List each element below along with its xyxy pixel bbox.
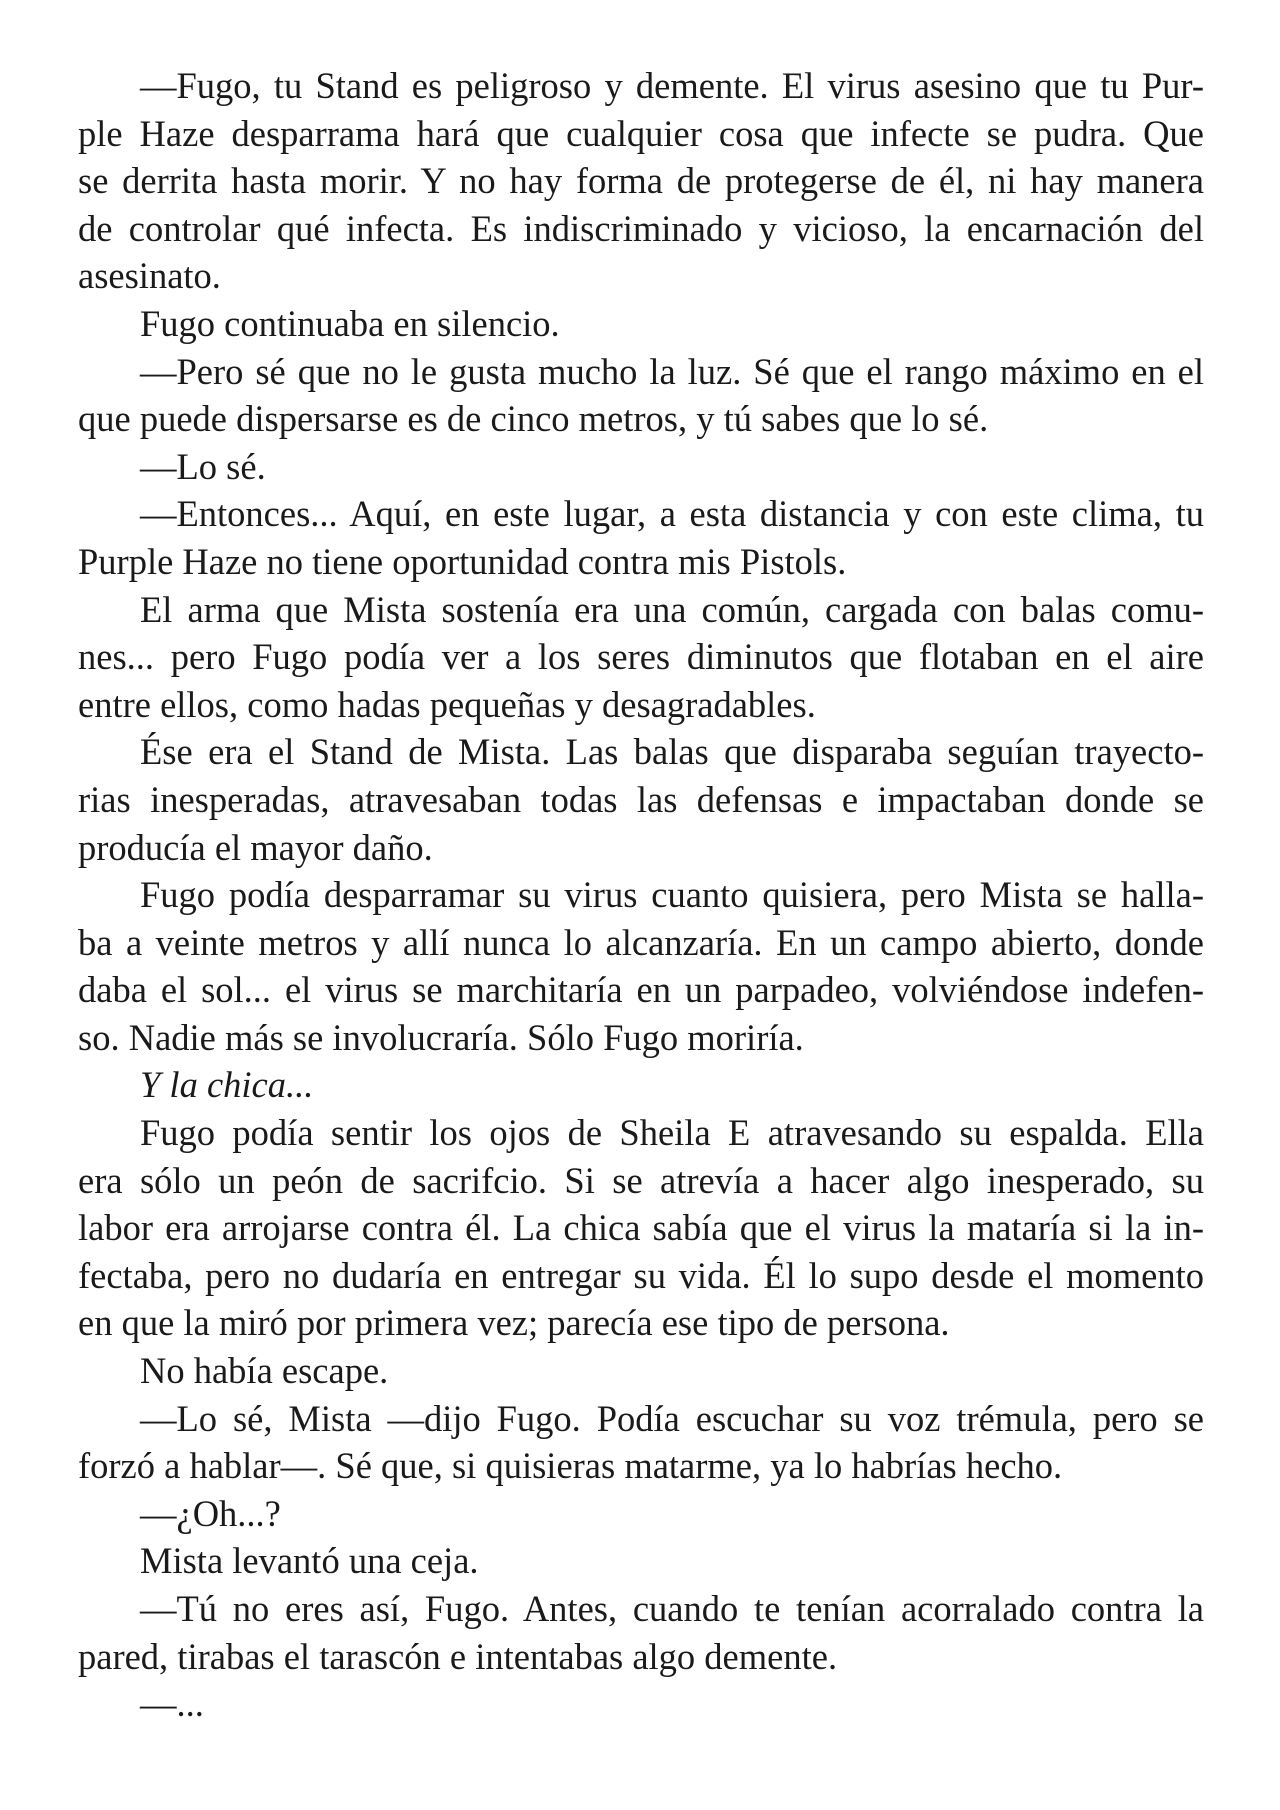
text-line: asesinato.	[78, 255, 221, 297]
text-line: Purple Haze no tiene oportunidad contra mis Pistols.	[78, 540, 847, 582]
text-line: ple Haze desparrama hará que cualquier cosa que infecte se pudra. Que	[78, 112, 1204, 154]
text-line: en que la miró por primera vez; parecía ese tipo de persona.	[78, 1302, 950, 1344]
text-line: ba a veinte metros y allí nunca lo alcanzaría. En un campo abierto, donde	[78, 921, 1204, 963]
paragraph	[78, 1490, 1204, 1538]
text-line: fectaba, pero no dudaría en entregar su vida. Él lo supo desde el momento	[78, 1254, 1204, 1296]
paragraph	[78, 1061, 1204, 1109]
text-line: Mista levantó una ceja.	[140, 1540, 479, 1582]
text-line: —¿Oh...?	[140, 1492, 281, 1534]
text-line: —...	[140, 1683, 204, 1725]
paragraph	[78, 300, 1204, 348]
paragraph	[78, 1395, 1204, 1490]
document-page	[78, 62, 1204, 1728]
text-line: —Pero sé que no le gusta mucho la luz. Sé que el rango máximo en el	[140, 350, 1204, 392]
paragraph	[78, 1109, 1204, 1347]
paragraph	[78, 490, 1204, 585]
text-line: Fugo podía desparramar su virus cuanto quisiera, pero Mista se halla-	[140, 874, 1204, 916]
text-line: so. Nadie más se involucraría. Sólo Fugo moriría.	[78, 1016, 804, 1058]
paragraph	[78, 1347, 1204, 1395]
text-line: Ése era el Stand de Mista. Las balas que disparaba seguían trayecto-	[140, 731, 1204, 773]
text-line: pared, tirabas el tarascón e intentabas algo demente.	[78, 1635, 838, 1677]
paragraph	[78, 586, 1204, 729]
paragraph	[78, 1680, 1204, 1728]
text-line: nes... pero Fugo podía ver a los seres diminutos que flotaban en el aire	[78, 636, 1204, 678]
paragraph	[78, 62, 1204, 300]
text-line: —Lo sé.	[140, 445, 266, 487]
text-line: forzó a hablar—. Sé que, si quisieras matarme, ya lo habrías hecho.	[78, 1445, 1063, 1487]
text-line: daba el sol... el virus se marchitaría en un parpadeo, volviéndose indefen-	[78, 969, 1204, 1011]
text-line: El arma que Mista sostenía era una común, cargada con balas comu-	[140, 588, 1204, 630]
paragraph	[78, 1537, 1204, 1585]
text-line: —Lo sé, Mista —dijo Fugo. Podía escuchar su voz trémula, pero se	[140, 1397, 1204, 1439]
text-line: —Entonces... Aquí, en este lugar, a esta distancia y con este clima, tu	[140, 493, 1204, 535]
text-line: Y la chica...	[140, 1064, 314, 1106]
text-line: se derrita hasta morir. Y no hay forma de protegerse de él, ni hay manera	[78, 160, 1204, 202]
paragraph	[78, 728, 1204, 871]
text-line: Fugo continuaba en silencio.	[140, 302, 560, 344]
text-line: que puede dispersarse es de cinco metros, y tú sabes que lo sé.	[78, 398, 989, 440]
text-line: No había escape.	[140, 1350, 389, 1392]
paragraph	[78, 871, 1204, 1061]
paragraph	[78, 348, 1204, 443]
text-line: era sólo un peón de sacrifcio. Si se atrevía a hacer algo inesperado, su	[78, 1159, 1204, 1201]
text-line: de controlar qué infecta. Es indiscriminado y vicioso, la encarnación del	[78, 207, 1204, 249]
text-line: —Fugo, tu Stand es peligroso y demente. El virus asesino que tu Pur-	[140, 65, 1204, 106]
text-line: entre ellos, como hadas pequeñas y desagradables.	[78, 683, 816, 725]
paragraph	[78, 443, 1204, 491]
text-line: rias inesperadas, atravesaban todas las defensas e impactaban donde se	[78, 778, 1204, 820]
paragraph	[78, 1585, 1204, 1680]
text-line: producía el mayor daño.	[78, 826, 433, 868]
text-line: Fugo podía sentir los ojos de Sheila E atravesando su espalda. Ella	[140, 1112, 1204, 1154]
text-line: —Tú no eres así, Fugo. Antes, cuando te tenían acorralado contra la	[140, 1588, 1204, 1629]
text-line: labor era arrojarse contra él. La chica sabía que el virus la mataría si la in-	[78, 1207, 1204, 1249]
